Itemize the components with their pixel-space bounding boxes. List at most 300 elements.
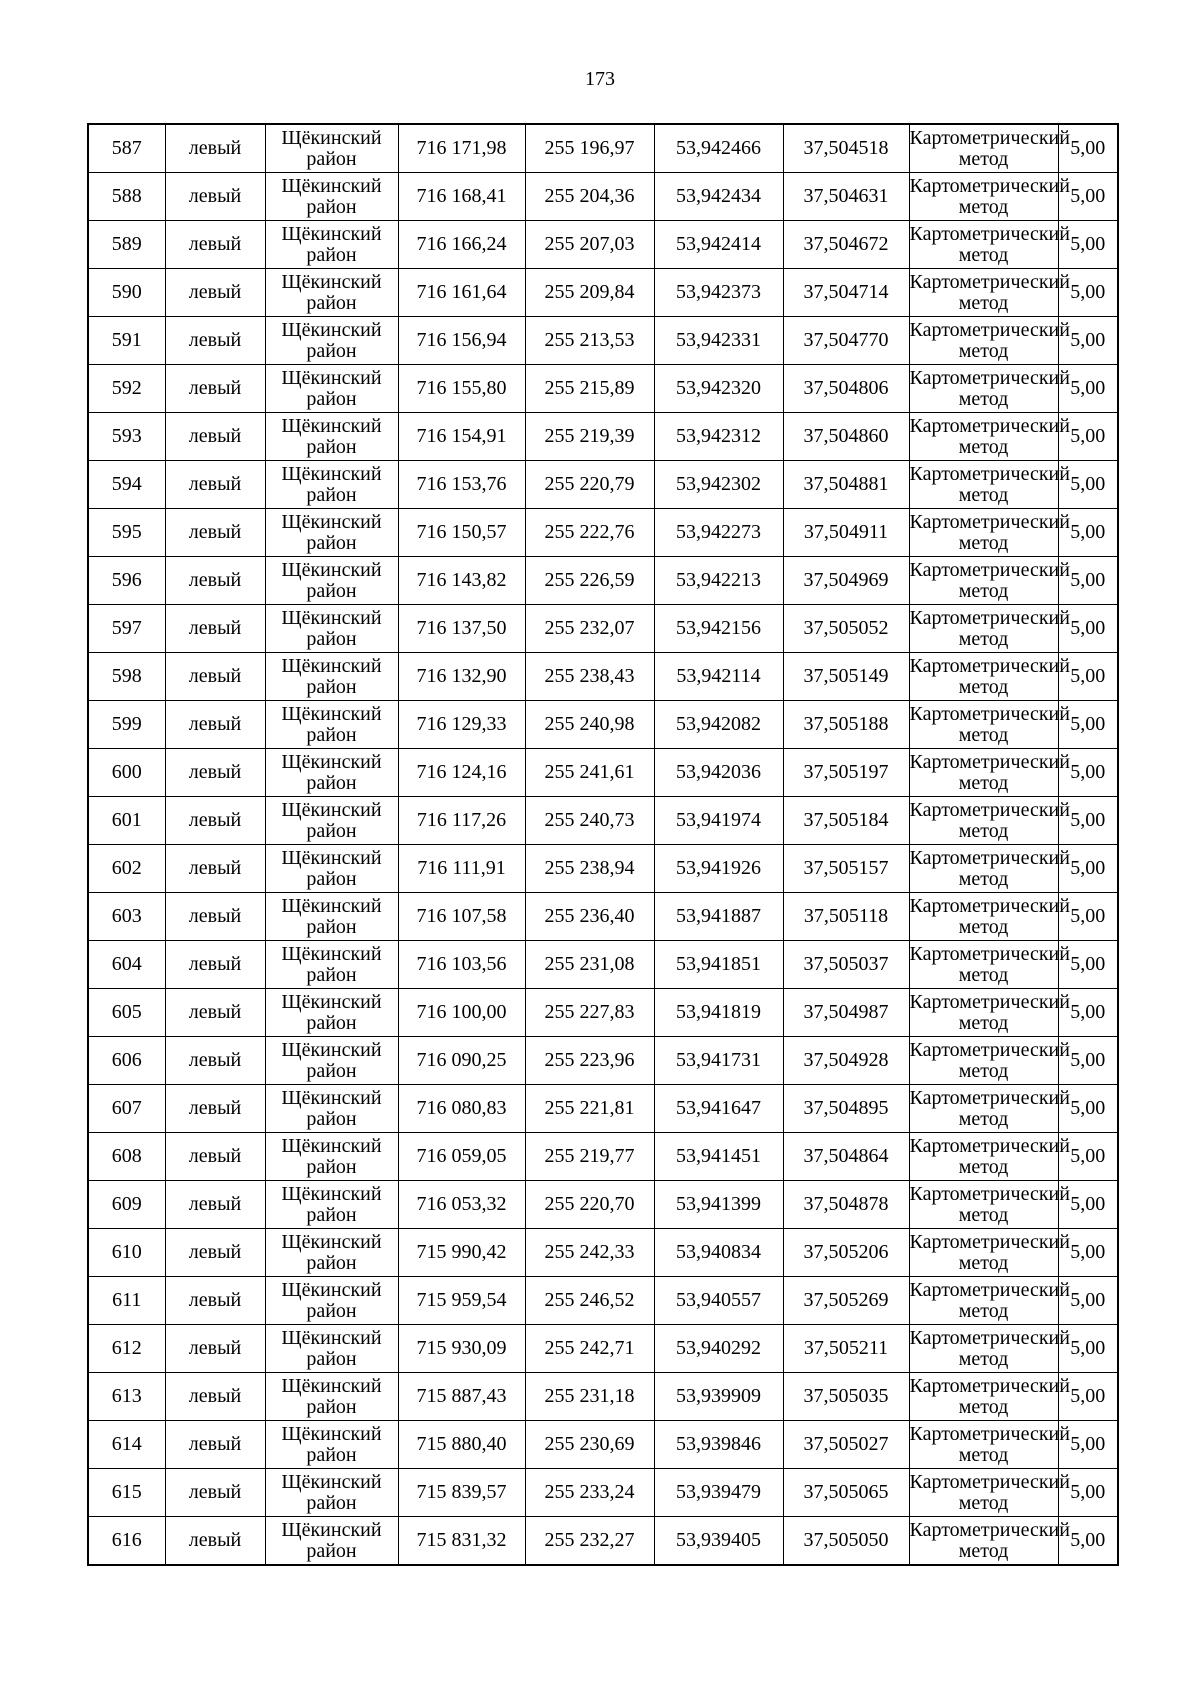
longitude-cell: 37,505065 (783, 1469, 909, 1517)
coord-y-cell: 255 230,69 (525, 1421, 654, 1469)
latitude-cell: 53,940557 (654, 1277, 783, 1325)
accuracy-cell: 5,00 (1058, 557, 1118, 605)
accuracy-cell: 5,00 (1058, 365, 1118, 413)
method-cell: Картометрический метод (909, 605, 1058, 653)
accuracy-cell: 5,00 (1058, 1229, 1118, 1277)
accuracy-cell: 5,00 (1058, 1373, 1118, 1421)
table-row (88, 557, 1118, 605)
district-cell: Щёкинский район (265, 989, 398, 1037)
longitude-cell: 37,504672 (783, 221, 909, 269)
method-cell: Картометрический метод (909, 1133, 1058, 1181)
method-cell: Картометрический метод (909, 557, 1058, 605)
district-cell: Щёкинский район (265, 845, 398, 893)
bank-side-cell: левый (165, 653, 265, 701)
coord-y-cell: 255 221,81 (525, 1085, 654, 1133)
longitude-cell: 37,504770 (783, 317, 909, 365)
table-row (88, 1325, 1118, 1373)
table-row (88, 893, 1118, 941)
longitude-cell: 37,505027 (783, 1421, 909, 1469)
coord-x-cell: 716 053,32 (398, 1181, 525, 1229)
coord-y-cell: 255 220,79 (525, 461, 654, 509)
coord-y-cell: 255 242,71 (525, 1325, 654, 1373)
district-cell: Щёкинский район (265, 1517, 398, 1566)
district-cell: Щёкинский район (265, 1181, 398, 1229)
latitude-cell: 53,941887 (654, 893, 783, 941)
table-body (88, 124, 1118, 1565)
point-number-cell: 593 (88, 413, 165, 461)
table-row (88, 1421, 1118, 1469)
district-cell: Щёкинский район (265, 557, 398, 605)
table-row (88, 1469, 1118, 1517)
point-number-cell: 605 (88, 989, 165, 1037)
latitude-cell: 53,941451 (654, 1133, 783, 1181)
latitude-cell: 53,940292 (654, 1325, 783, 1373)
accuracy-cell: 5,00 (1058, 269, 1118, 317)
longitude-cell: 37,504911 (783, 509, 909, 557)
method-cell: Картометрический метод (909, 1421, 1058, 1469)
district-cell: Щёкинский район (265, 269, 398, 317)
district-cell: Щёкинский район (265, 413, 398, 461)
table-row (88, 797, 1118, 845)
latitude-cell: 53,942331 (654, 317, 783, 365)
accuracy-cell: 5,00 (1058, 893, 1118, 941)
point-number-cell: 610 (88, 1229, 165, 1277)
longitude-cell: 37,504631 (783, 173, 909, 221)
accuracy-cell: 5,00 (1058, 1037, 1118, 1085)
district-cell: Щёкинский район (265, 941, 398, 989)
longitude-cell: 37,505149 (783, 653, 909, 701)
latitude-cell: 53,941851 (654, 941, 783, 989)
accuracy-cell: 5,00 (1058, 317, 1118, 365)
latitude-cell: 53,941926 (654, 845, 783, 893)
bank-side-cell: левый (165, 221, 265, 269)
table-row (88, 221, 1118, 269)
method-cell: Картометрический метод (909, 173, 1058, 221)
table-row (88, 509, 1118, 557)
longitude-cell: 37,505197 (783, 749, 909, 797)
bank-side-cell: левый (165, 845, 265, 893)
accuracy-cell: 5,00 (1058, 989, 1118, 1037)
coord-y-cell: 255 238,94 (525, 845, 654, 893)
district-cell: Щёкинский район (265, 1421, 398, 1469)
latitude-cell: 53,942302 (654, 461, 783, 509)
district-cell: Щёкинский район (265, 173, 398, 221)
method-cell: Картометрический метод (909, 701, 1058, 749)
coord-y-cell: 255 246,52 (525, 1277, 654, 1325)
district-cell: Щёкинский район (265, 1469, 398, 1517)
bank-side-cell: левый (165, 797, 265, 845)
longitude-cell: 37,504860 (783, 413, 909, 461)
district-cell: Щёкинский район (265, 1373, 398, 1421)
latitude-cell: 53,939405 (654, 1517, 783, 1566)
longitude-cell: 37,504881 (783, 461, 909, 509)
coord-y-cell: 255 219,77 (525, 1133, 654, 1181)
bank-side-cell: левый (165, 1085, 265, 1133)
point-number-cell: 595 (88, 509, 165, 557)
point-number-cell: 615 (88, 1469, 165, 1517)
method-cell: Картометрический метод (909, 317, 1058, 365)
latitude-cell: 53,939846 (654, 1421, 783, 1469)
district-cell: Щёкинский район (265, 701, 398, 749)
method-cell: Картометрический метод (909, 1085, 1058, 1133)
bank-side-cell: левый (165, 269, 265, 317)
method-cell: Картометрический метод (909, 413, 1058, 461)
coord-y-cell: 255 240,98 (525, 701, 654, 749)
coordinates-table (87, 123, 1119, 1566)
latitude-cell: 53,942466 (654, 124, 783, 173)
bank-side-cell: левый (165, 365, 265, 413)
table-row (88, 461, 1118, 509)
longitude-cell: 37,504806 (783, 365, 909, 413)
bank-side-cell: левый (165, 124, 265, 173)
accuracy-cell: 5,00 (1058, 941, 1118, 989)
point-number-cell: 597 (88, 605, 165, 653)
longitude-cell: 37,504969 (783, 557, 909, 605)
point-number-cell: 588 (88, 173, 165, 221)
coord-y-cell: 255 232,27 (525, 1517, 654, 1566)
bank-side-cell: левый (165, 1325, 265, 1373)
coord-x-cell: 716 132,90 (398, 653, 525, 701)
longitude-cell: 37,504987 (783, 989, 909, 1037)
longitude-cell: 37,504518 (783, 124, 909, 173)
accuracy-cell: 5,00 (1058, 1181, 1118, 1229)
district-cell: Щёкинский район (265, 893, 398, 941)
longitude-cell: 37,505269 (783, 1277, 909, 1325)
district-cell: Щёкинский район (265, 1037, 398, 1085)
accuracy-cell: 5,00 (1058, 1085, 1118, 1133)
accuracy-cell: 5,00 (1058, 1421, 1118, 1469)
accuracy-cell: 5,00 (1058, 509, 1118, 557)
latitude-cell: 53,942213 (654, 557, 783, 605)
table-row (88, 653, 1118, 701)
point-number-cell: 614 (88, 1421, 165, 1469)
method-cell: Картометрический метод (909, 749, 1058, 797)
accuracy-cell: 5,00 (1058, 173, 1118, 221)
accuracy-cell: 5,00 (1058, 221, 1118, 269)
bank-side-cell: левый (165, 1181, 265, 1229)
latitude-cell: 53,941974 (654, 797, 783, 845)
longitude-cell: 37,505052 (783, 605, 909, 653)
bank-side-cell: левый (165, 173, 265, 221)
coord-x-cell: 716 154,91 (398, 413, 525, 461)
method-cell: Картометрический метод (909, 941, 1058, 989)
latitude-cell: 53,942320 (654, 365, 783, 413)
method-cell: Картометрический метод (909, 1181, 1058, 1229)
district-cell: Щёкинский район (265, 605, 398, 653)
point-number-cell: 608 (88, 1133, 165, 1181)
bank-side-cell: левый (165, 989, 265, 1037)
method-cell: Картометрический метод (909, 797, 1058, 845)
point-number-cell: 594 (88, 461, 165, 509)
coord-y-cell: 255 240,73 (525, 797, 654, 845)
coord-x-cell: 716 143,82 (398, 557, 525, 605)
method-cell: Картометрический метод (909, 124, 1058, 173)
table-row (88, 989, 1118, 1037)
method-cell: Картометрический метод (909, 365, 1058, 413)
method-cell: Картометрический метод (909, 269, 1058, 317)
coord-x-cell: 716 124,16 (398, 749, 525, 797)
method-cell: Картометрический метод (909, 1469, 1058, 1517)
point-number-cell: 607 (88, 1085, 165, 1133)
point-number-cell: 592 (88, 365, 165, 413)
method-cell: Картометрический метод (909, 1277, 1058, 1325)
method-cell: Картометрический метод (909, 509, 1058, 557)
coord-y-cell: 255 241,61 (525, 749, 654, 797)
district-cell: Щёкинский район (265, 653, 398, 701)
table-row (88, 1517, 1118, 1566)
bank-side-cell: левый (165, 1133, 265, 1181)
bank-side-cell: левый (165, 557, 265, 605)
coord-x-cell: 716 080,83 (398, 1085, 525, 1133)
coord-y-cell: 255 227,83 (525, 989, 654, 1037)
point-number-cell: 611 (88, 1277, 165, 1325)
coord-y-cell: 255 220,70 (525, 1181, 654, 1229)
coord-x-cell: 716 090,25 (398, 1037, 525, 1085)
bank-side-cell: левый (165, 605, 265, 653)
latitude-cell: 53,942414 (654, 221, 783, 269)
method-cell: Картометрический метод (909, 989, 1058, 1037)
point-number-cell: 598 (88, 653, 165, 701)
table-row (88, 1229, 1118, 1277)
coord-x-cell: 716 156,94 (398, 317, 525, 365)
coord-x-cell: 715 880,40 (398, 1421, 525, 1469)
table-row (88, 365, 1118, 413)
longitude-cell: 37,505157 (783, 845, 909, 893)
accuracy-cell: 5,00 (1058, 1277, 1118, 1325)
coord-y-cell: 255 231,08 (525, 941, 654, 989)
coord-y-cell: 255 223,96 (525, 1037, 654, 1085)
accuracy-cell: 5,00 (1058, 413, 1118, 461)
table-row (88, 941, 1118, 989)
coord-x-cell: 716 117,26 (398, 797, 525, 845)
point-number-cell: 591 (88, 317, 165, 365)
coord-y-cell: 255 236,40 (525, 893, 654, 941)
method-cell: Картометрический метод (909, 1325, 1058, 1373)
method-cell: Картометрический метод (909, 461, 1058, 509)
table-row (88, 1277, 1118, 1325)
point-number-cell: 603 (88, 893, 165, 941)
coord-y-cell: 255 209,84 (525, 269, 654, 317)
coord-x-cell: 716 137,50 (398, 605, 525, 653)
accuracy-cell: 5,00 (1058, 797, 1118, 845)
coord-x-cell: 716 107,58 (398, 893, 525, 941)
table-row (88, 1085, 1118, 1133)
coord-x-cell: 716 059,05 (398, 1133, 525, 1181)
bank-side-cell: левый (165, 1229, 265, 1277)
accuracy-cell: 5,00 (1058, 605, 1118, 653)
district-cell: Щёкинский район (265, 1325, 398, 1373)
coord-x-cell: 715 831,32 (398, 1517, 525, 1566)
point-number-cell: 602 (88, 845, 165, 893)
accuracy-cell: 5,00 (1058, 845, 1118, 893)
bank-side-cell: левый (165, 941, 265, 989)
point-number-cell: 596 (88, 557, 165, 605)
coord-y-cell: 255 242,33 (525, 1229, 654, 1277)
bank-side-cell: левый (165, 749, 265, 797)
coord-x-cell: 715 839,57 (398, 1469, 525, 1517)
coord-x-cell: 716 100,00 (398, 989, 525, 1037)
district-cell: Щёкинский район (265, 797, 398, 845)
coord-y-cell: 255 231,18 (525, 1373, 654, 1421)
coord-y-cell: 255 219,39 (525, 413, 654, 461)
point-number-cell: 587 (88, 124, 165, 173)
table-row (88, 1133, 1118, 1181)
coord-y-cell: 255 222,76 (525, 509, 654, 557)
coord-x-cell: 716 150,57 (398, 509, 525, 557)
latitude-cell: 53,941731 (654, 1037, 783, 1085)
longitude-cell: 37,505206 (783, 1229, 909, 1277)
method-cell: Картометрический метод (909, 845, 1058, 893)
latitude-cell: 53,942082 (654, 701, 783, 749)
coord-y-cell: 255 232,07 (525, 605, 654, 653)
coord-x-cell: 716 168,41 (398, 173, 525, 221)
longitude-cell: 37,504864 (783, 1133, 909, 1181)
latitude-cell: 53,940834 (654, 1229, 783, 1277)
district-cell: Щёкинский район (265, 1085, 398, 1133)
coord-y-cell: 255 207,03 (525, 221, 654, 269)
district-cell: Щёкинский район (265, 365, 398, 413)
coord-y-cell: 255 196,97 (525, 124, 654, 173)
longitude-cell: 37,504928 (783, 1037, 909, 1085)
accuracy-cell: 5,00 (1058, 1517, 1118, 1566)
district-cell: Щёкинский район (265, 1133, 398, 1181)
longitude-cell: 37,505184 (783, 797, 909, 845)
method-cell: Картометрический метод (909, 221, 1058, 269)
method-cell: Картометрический метод (909, 1373, 1058, 1421)
table-row (88, 1181, 1118, 1229)
district-cell: Щёкинский район (265, 221, 398, 269)
longitude-cell: 37,505037 (783, 941, 909, 989)
method-cell: Картометрический метод (909, 1229, 1058, 1277)
accuracy-cell: 5,00 (1058, 461, 1118, 509)
longitude-cell: 37,504714 (783, 269, 909, 317)
bank-side-cell: левый (165, 1277, 265, 1325)
coord-x-cell: 716 129,33 (398, 701, 525, 749)
accuracy-cell: 5,00 (1058, 1133, 1118, 1181)
district-cell: Щёкинский район (265, 461, 398, 509)
method-cell: Картометрический метод (909, 893, 1058, 941)
coord-x-cell: 716 111,91 (398, 845, 525, 893)
method-cell: Картометрический метод (909, 1037, 1058, 1085)
longitude-cell: 37,504895 (783, 1085, 909, 1133)
point-number-cell: 589 (88, 221, 165, 269)
coord-y-cell: 255 213,53 (525, 317, 654, 365)
table-row (88, 845, 1118, 893)
point-number-cell: 616 (88, 1517, 165, 1566)
latitude-cell: 53,941819 (654, 989, 783, 1037)
bank-side-cell: левый (165, 461, 265, 509)
district-cell: Щёкинский район (265, 317, 398, 365)
table-row (88, 605, 1118, 653)
coord-x-cell: 716 166,24 (398, 221, 525, 269)
longitude-cell: 37,505188 (783, 701, 909, 749)
bank-side-cell: левый (165, 1517, 265, 1566)
latitude-cell: 53,942434 (654, 173, 783, 221)
coord-x-cell: 716 171,98 (398, 124, 525, 173)
latitude-cell: 53,942312 (654, 413, 783, 461)
bank-side-cell: левый (165, 1421, 265, 1469)
table-row (88, 269, 1118, 317)
bank-side-cell: левый (165, 413, 265, 461)
table-row (88, 413, 1118, 461)
latitude-cell: 53,939479 (654, 1469, 783, 1517)
table-row (88, 749, 1118, 797)
coord-x-cell: 715 990,42 (398, 1229, 525, 1277)
district-cell: Щёкинский район (265, 749, 398, 797)
coord-y-cell: 255 226,59 (525, 557, 654, 605)
method-cell: Картометрический метод (909, 653, 1058, 701)
district-cell: Щёкинский район (265, 1229, 398, 1277)
bank-side-cell: левый (165, 317, 265, 365)
latitude-cell: 53,942156 (654, 605, 783, 653)
coord-x-cell: 716 153,76 (398, 461, 525, 509)
latitude-cell: 53,942036 (654, 749, 783, 797)
bank-side-cell: левый (165, 701, 265, 749)
accuracy-cell: 5,00 (1058, 749, 1118, 797)
coord-x-cell: 715 930,09 (398, 1325, 525, 1373)
district-cell: Щёкинский район (265, 124, 398, 173)
coord-x-cell: 716 155,80 (398, 365, 525, 413)
latitude-cell: 53,942373 (654, 269, 783, 317)
accuracy-cell: 5,00 (1058, 124, 1118, 173)
latitude-cell: 53,942273 (654, 509, 783, 557)
table-row (88, 1373, 1118, 1421)
latitude-cell: 53,939909 (654, 1373, 783, 1421)
latitude-cell: 53,941647 (654, 1085, 783, 1133)
longitude-cell: 37,505211 (783, 1325, 909, 1373)
district-cell: Щёкинский район (265, 509, 398, 557)
latitude-cell: 53,942114 (654, 653, 783, 701)
bank-side-cell: левый (165, 1373, 265, 1421)
method-cell: Картометрический метод (909, 1517, 1058, 1566)
accuracy-cell: 5,00 (1058, 701, 1118, 749)
accuracy-cell: 5,00 (1058, 1325, 1118, 1373)
longitude-cell: 37,505035 (783, 1373, 909, 1421)
bank-side-cell: левый (165, 509, 265, 557)
accuracy-cell: 5,00 (1058, 1469, 1118, 1517)
point-number-cell: 590 (88, 269, 165, 317)
table-row (88, 173, 1118, 221)
point-number-cell: 606 (88, 1037, 165, 1085)
page-number: 173 (585, 68, 615, 90)
coord-y-cell: 255 215,89 (525, 365, 654, 413)
latitude-cell: 53,941399 (654, 1181, 783, 1229)
coord-y-cell: 255 204,36 (525, 173, 654, 221)
bank-side-cell: левый (165, 1037, 265, 1085)
point-number-cell: 604 (88, 941, 165, 989)
longitude-cell: 37,505118 (783, 893, 909, 941)
coord-x-cell: 716 161,64 (398, 269, 525, 317)
point-number-cell: 609 (88, 1181, 165, 1229)
point-number-cell: 601 (88, 797, 165, 845)
point-number-cell: 599 (88, 701, 165, 749)
coord-x-cell: 715 959,54 (398, 1277, 525, 1325)
accuracy-cell: 5,00 (1058, 653, 1118, 701)
longitude-cell: 37,504878 (783, 1181, 909, 1229)
coord-y-cell: 255 233,24 (525, 1469, 654, 1517)
point-number-cell: 612 (88, 1325, 165, 1373)
district-cell: Щёкинский район (265, 1277, 398, 1325)
longitude-cell: 37,505050 (783, 1517, 909, 1566)
table-row (88, 1037, 1118, 1085)
table-row (88, 701, 1118, 749)
bank-side-cell: левый (165, 1469, 265, 1517)
coord-x-cell: 716 103,56 (398, 941, 525, 989)
coord-x-cell: 715 887,43 (398, 1373, 525, 1421)
point-number-cell: 613 (88, 1373, 165, 1421)
table-row (88, 124, 1118, 173)
table-row (88, 317, 1118, 365)
